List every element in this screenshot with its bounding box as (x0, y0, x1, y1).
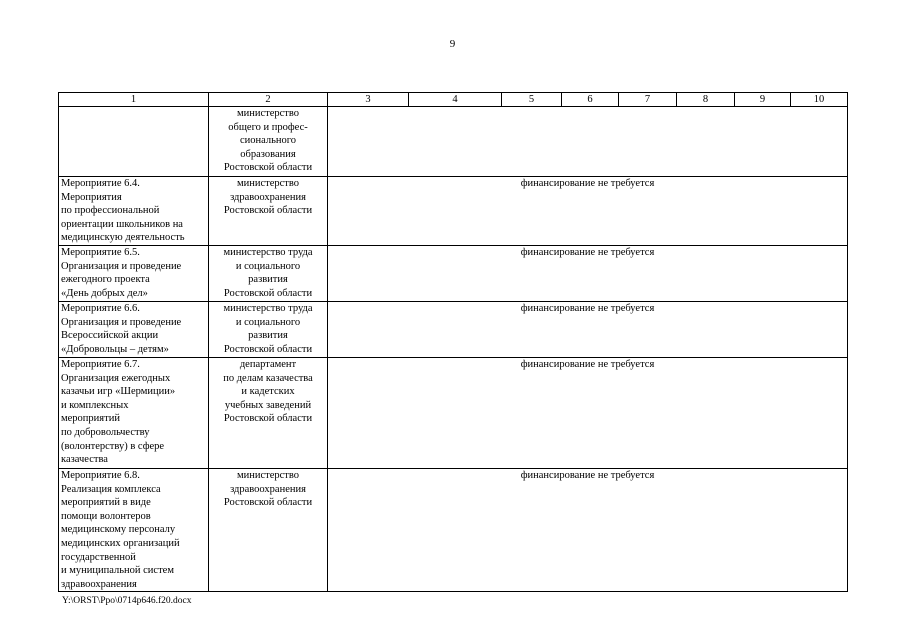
measure-line: «Добровольцы – детям» (61, 343, 169, 355)
measure-line: Организация и проведение (61, 316, 182, 328)
executor-cell (209, 468, 328, 591)
page-number: 9 (449, 38, 456, 50)
table-row (59, 301, 848, 357)
measure-line: ежегодного проекта (61, 274, 150, 286)
measure-line: помощи волонтеров (61, 510, 151, 522)
executor-line: общего и профес- (228, 121, 308, 133)
executor-line: Ростовской области (223, 343, 313, 355)
executor-line: Ростовской области (223, 162, 313, 174)
column-header-6: 6 (562, 93, 619, 107)
column-header-4: 4 (409, 93, 502, 107)
measure-line: и муниципальной систем (61, 565, 174, 577)
executor-cell (209, 245, 328, 301)
executor-line: учебных заведений (224, 399, 312, 411)
executor-line: департамент (239, 358, 297, 370)
executor-line: Ростовской области (223, 287, 313, 299)
measure-line: по профессиональной (61, 205, 160, 217)
measure-line: Всероссийской акции (61, 330, 159, 342)
measure-line: медицинскую деятельность (61, 232, 185, 244)
executor-cell (209, 177, 328, 246)
executor-line: Ростовской области (223, 413, 313, 425)
measure-line: Мероприятия (61, 191, 122, 203)
column-header-1: 1 (59, 93, 209, 107)
executor-line: по делам казачества (223, 372, 313, 384)
executor-line: и кадетских (241, 386, 295, 398)
measure-line: Реализация комплекса (61, 483, 161, 495)
executor-line: развития (248, 330, 288, 342)
table-row (59, 177, 848, 246)
column-header-10: 10 (791, 93, 848, 107)
table-row (59, 107, 848, 177)
measure-line: Мероприятие 6.4. (61, 178, 140, 189)
executor-line: и социального (235, 260, 301, 272)
header-row (59, 93, 848, 107)
measure-line: Мероприятие 6.8. (61, 469, 140, 481)
table-row (59, 245, 848, 301)
measure-line: Мероприятие 6.5. (61, 246, 140, 258)
measure-line: мероприятий в виде (61, 497, 151, 509)
executor-line: сионального (239, 135, 297, 147)
measure-line: ориентации школьников на (61, 218, 183, 230)
table-row (59, 357, 848, 468)
measure-cell (59, 301, 209, 357)
executor-line: здравоохранения (230, 483, 306, 495)
financing-cell: финансирование не требуется (328, 301, 848, 357)
measure-line: Мероприятие 6.6. (61, 302, 140, 314)
footer-filepath: Y:\ORST\Ppo\0714p646.f20.docx (62, 596, 192, 606)
measure-line: здравоохранения (61, 578, 137, 590)
financing-cell: финансирование не требуется (328, 357, 848, 468)
measure-cell (59, 468, 209, 591)
executor-line: министерство труда (223, 246, 313, 258)
measure-line: казачьи игр «Шермиции» (61, 386, 176, 398)
executor-line: министерство труда (223, 302, 313, 314)
measure-line: «День добрых дел» (61, 287, 148, 299)
measure-line: медицинских организаций (61, 537, 180, 549)
column-header-3: 3 (328, 93, 409, 107)
column-header-9: 9 (735, 93, 791, 107)
measure-line: Мероприятие 6.7. (61, 358, 140, 370)
measure-cell (59, 177, 209, 246)
measure-line: государственной (61, 551, 136, 563)
measure-cell (59, 245, 209, 301)
executor-cell (209, 301, 328, 357)
column-header-5: 5 (502, 93, 562, 107)
column-header-2: 2 (209, 93, 328, 107)
measure-line: (волонтерству) в сфере (61, 440, 165, 452)
measure-line: Организация и проведение (61, 260, 182, 272)
measure-cell (59, 357, 209, 468)
executor-line: министерство (236, 108, 300, 119)
executor-line: развития (248, 274, 288, 286)
executor-line: и социального (235, 316, 301, 328)
financing-cell (328, 107, 848, 177)
financing-cell: финансирование не требуется (328, 177, 848, 246)
executor-cell (209, 107, 328, 177)
column-header-7: 7 (619, 93, 677, 107)
financing-cell: финансирование не требуется (328, 245, 848, 301)
measure-line: мероприятий (61, 413, 120, 425)
measure-line: по добровольчеству (61, 426, 150, 438)
measure-cell (59, 107, 209, 177)
measures-table (58, 92, 848, 592)
table-row (59, 468, 848, 591)
measure-line: медицинскому персоналу (61, 524, 176, 536)
table-body (59, 107, 848, 592)
column-header-8: 8 (677, 93, 735, 107)
measure-line: казачества (61, 454, 108, 466)
executor-line: министерство (236, 469, 300, 481)
measure-line: Организация ежегодных (61, 372, 171, 384)
executor-line: министерство (236, 178, 300, 189)
executor-line: образования (240, 148, 296, 160)
measure-line: и комплексных (61, 399, 129, 411)
executor-line: Ростовской области (223, 205, 313, 217)
executor-cell (209, 357, 328, 468)
executor-line: здравоохранения (230, 191, 306, 203)
financing-cell: финансирование не требуется (328, 468, 848, 591)
executor-line: Ростовской области (223, 497, 313, 509)
